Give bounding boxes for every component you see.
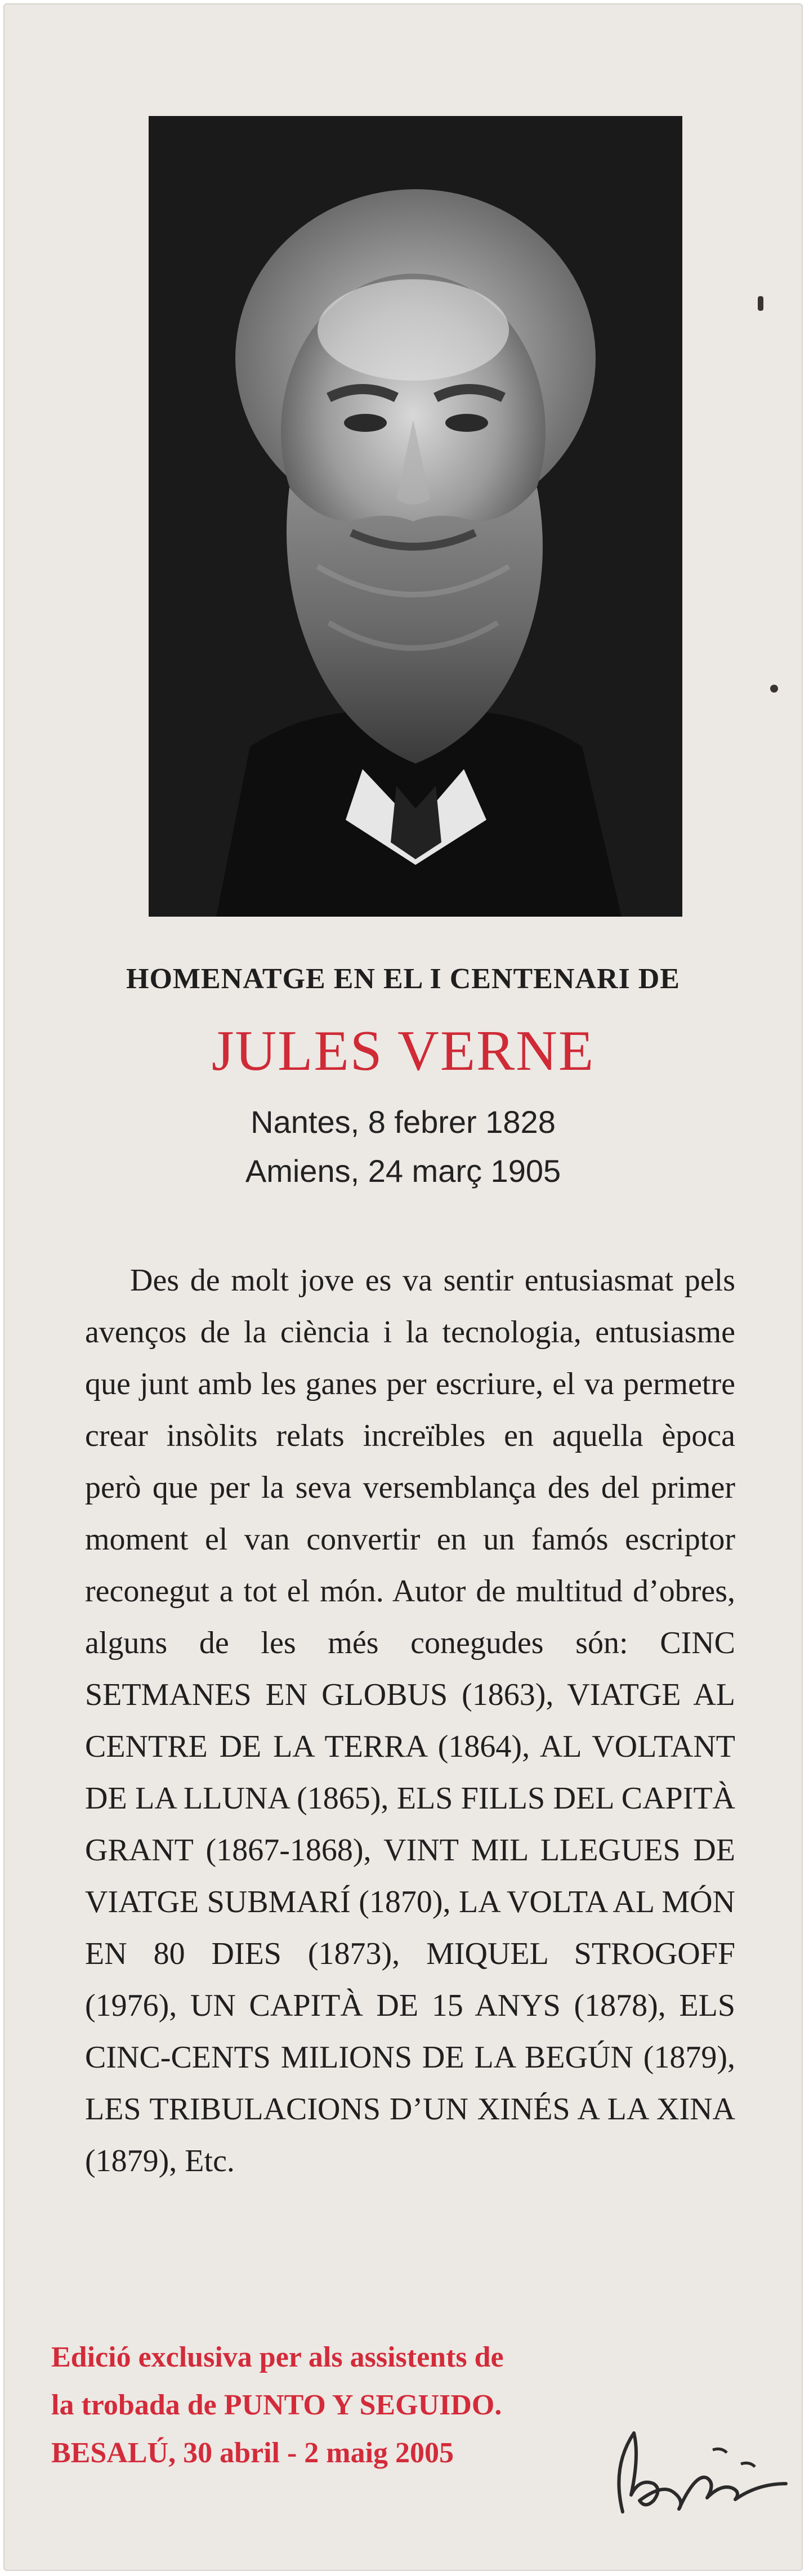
paper-speck bbox=[758, 296, 763, 311]
footer-line-1: Edició exclusiva per als assistents de bbox=[51, 2341, 504, 2373]
author-name: JULES VERNE bbox=[211, 1019, 595, 1083]
portrait-photo bbox=[149, 116, 682, 917]
bookmark-card bbox=[3, 3, 803, 2571]
paper-speck bbox=[770, 685, 778, 693]
footer-line-2: la trobada de PUNTO Y SEGUIDO. bbox=[51, 2389, 502, 2421]
footer-line-3: BESALÚ, 30 abril - 2 maig 2005 bbox=[51, 2437, 454, 2469]
death-date: Amiens, 24 març 1905 bbox=[245, 1153, 561, 1189]
biography-text: Des de molt jove es va sentir entusiasmat pels avenços de la ciència i la tecnologia, entusiasme que junt amb les ganes per escriure, el va permetre crear insòlits relats increïbles en aquella època però que per la seva versemblança des del primer moment el van convertir en un famós escriptor reconegut a tot el món. Autor de multitud d’obres, alguns de les més conegudes són: CINC SETMANES EN GLOBUS (1863), VIATGE AL CENTRE DE LA TERRA (1864), AL VOLTANT DE LA LLUNA (1865), ELS FILLS DEL CAPITÀ GRANT (1867-1868), VINT MIL LLEGUES DE VIATGE SUBMARÍ (1870), LA VOLTA AL MÓN EN 80 DIES (1873), MIQUEL STROGOFF (1976), UN CAPITÀ DE 15 ANYS (1878), ELS CINC-CENTS MILIONS DE LA BEGÚN (1879), LES TRIBULACIONS D’UN XINÉS A LA XINA (1879), Etc. bbox=[85, 1263, 735, 2178]
birth-date: Nantes, 8 febrer 1828 bbox=[251, 1104, 556, 1140]
homage-title: HOMENATGE EN EL I CENTENARI DE bbox=[126, 963, 680, 995]
signature bbox=[600, 2399, 792, 2529]
